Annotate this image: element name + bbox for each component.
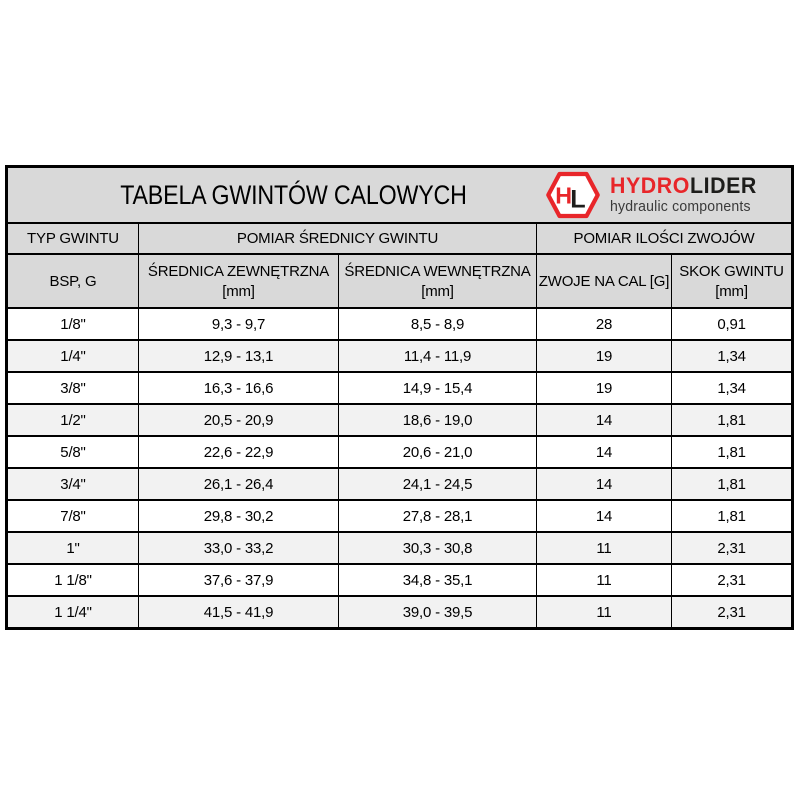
cell-value: 8,5 - 8,9 <box>339 308 537 340</box>
table-row <box>7 308 793 340</box>
cell-value: 26,1 - 26,4 <box>139 468 339 500</box>
table-title-bar <box>7 167 793 224</box>
cell-value: 1,81 <box>672 436 793 468</box>
brand-name <box>610 175 757 197</box>
cell-value: 34,8 - 35,1 <box>339 564 537 596</box>
header-pomiar-srednicy-gwintu: POMIAR ŚREDNICY GWINTU <box>139 223 537 254</box>
cell-value: 37,6 - 37,9 <box>139 564 339 596</box>
table-row <box>7 532 793 564</box>
cell-value: 2,31 <box>672 596 793 629</box>
cell-value: 19 <box>537 340 672 372</box>
cell-value: 41,5 - 41,9 <box>139 596 339 629</box>
cell-value: 11 <box>537 532 672 564</box>
cell-value: 14 <box>537 436 672 468</box>
cell-value: 24,1 - 24,5 <box>339 468 537 500</box>
subheader-zwoje-na-cal <box>537 254 672 308</box>
cell-value: 11 <box>537 564 672 596</box>
cell-value: 20,6 - 21,0 <box>339 436 537 468</box>
cell-value: 27,8 - 28,1 <box>339 500 537 532</box>
hydrolider-logo <box>545 170 791 220</box>
title-row <box>7 167 793 224</box>
subheader-unit: [mm] <box>222 282 255 300</box>
cell-value: 14 <box>537 468 672 500</box>
cell-thread-size: 3/8" <box>7 372 139 404</box>
table-row <box>7 436 793 468</box>
cell-value: 1,81 <box>672 404 793 436</box>
subheader-label: SKOK GWINTU <box>679 262 784 280</box>
table-row <box>7 404 793 436</box>
cell-value: 16,3 - 16,6 <box>139 372 339 404</box>
cell-thread-size: 3/4" <box>7 468 139 500</box>
cell-value: 18,6 - 19,0 <box>339 404 537 436</box>
subheader-label: ŚREDNICA WEWNĘTRZNA <box>344 262 531 280</box>
cell-thread-size: 1 1/8" <box>7 564 139 596</box>
cell-value: 11,4 - 11,9 <box>339 340 537 372</box>
cell-value: 1,81 <box>672 468 793 500</box>
cell-value: 2,31 <box>672 532 793 564</box>
cell-thread-size: 5/8" <box>7 436 139 468</box>
header-typ-gwintu: TYP GWINTU <box>7 223 139 254</box>
cell-thread-size: 1/2" <box>7 404 139 436</box>
subheader-label: ŚREDNICA ZEWNĘTRZNA <box>147 262 330 280</box>
cell-thread-size: 1" <box>7 532 139 564</box>
table-row <box>7 564 793 596</box>
cell-value: 1,34 <box>672 372 793 404</box>
cell-value: 9,3 - 9,7 <box>139 308 339 340</box>
hl-hexagon-icon <box>545 170 601 220</box>
svg-text:H: H <box>554 182 572 209</box>
subheader-row <box>7 254 793 308</box>
header-pomiar-ilosci-zwojow: POMIAR ILOŚCI ZWOJÓW <box>537 223 793 254</box>
svg-text:L: L <box>569 185 586 214</box>
table-row <box>7 372 793 404</box>
group-header-row <box>7 223 793 254</box>
cell-value: 19 <box>537 372 672 404</box>
cell-thread-size: 1/8" <box>7 308 139 340</box>
table-body <box>7 308 793 629</box>
cell-value: 30,3 - 30,8 <box>339 532 537 564</box>
subheader-unit: [mm] <box>715 282 748 300</box>
thread-size-table <box>5 165 794 630</box>
cell-value: 1,81 <box>672 500 793 532</box>
title-area <box>8 180 545 211</box>
cell-thread-size: 1/4" <box>7 340 139 372</box>
subheader-bsp-g <box>7 254 139 308</box>
cell-value: 14 <box>537 500 672 532</box>
cell-value: 33,0 - 33,2 <box>139 532 339 564</box>
table-row <box>7 340 793 372</box>
cell-value: 39,0 - 39,5 <box>339 596 537 629</box>
cell-value: 29,8 - 30,2 <box>139 500 339 532</box>
subheader-unit: [mm] <box>421 282 454 300</box>
table-row <box>7 468 793 500</box>
subheader-label: BSP, G <box>49 272 97 290</box>
cell-value: 11 <box>537 596 672 629</box>
subheader-skok-gwintu <box>672 254 793 308</box>
cell-value: 0,91 <box>672 308 793 340</box>
cell-thread-size: 1 1/4" <box>7 596 139 629</box>
cell-value: 2,31 <box>672 564 793 596</box>
cell-value: 12,9 - 13,1 <box>139 340 339 372</box>
cell-value: 28 <box>537 308 672 340</box>
brand-name-dark: LIDER <box>689 173 757 199</box>
subheader-label: ZWOJE NA CAL [G] <box>538 272 670 290</box>
subheader-srednica-zewnetrzna <box>139 254 339 308</box>
page-title: TABELA GWINTÓW CALOWYCH <box>120 179 467 210</box>
cell-thread-size: 7/8" <box>7 500 139 532</box>
table-row <box>7 500 793 532</box>
cell-value: 14 <box>537 404 672 436</box>
cell-value: 22,6 - 22,9 <box>139 436 339 468</box>
cell-value: 14,9 - 15,4 <box>339 372 537 404</box>
brand-text <box>610 175 761 215</box>
brand-tagline: hydraulic components <box>609 199 751 216</box>
table-row <box>7 596 793 629</box>
cell-value: 20,5 - 20,9 <box>139 404 339 436</box>
cell-value: 1,34 <box>672 340 793 372</box>
brand-name-red: HYDRO <box>609 173 690 199</box>
subheader-srednica-wewnetrzna <box>339 254 537 308</box>
